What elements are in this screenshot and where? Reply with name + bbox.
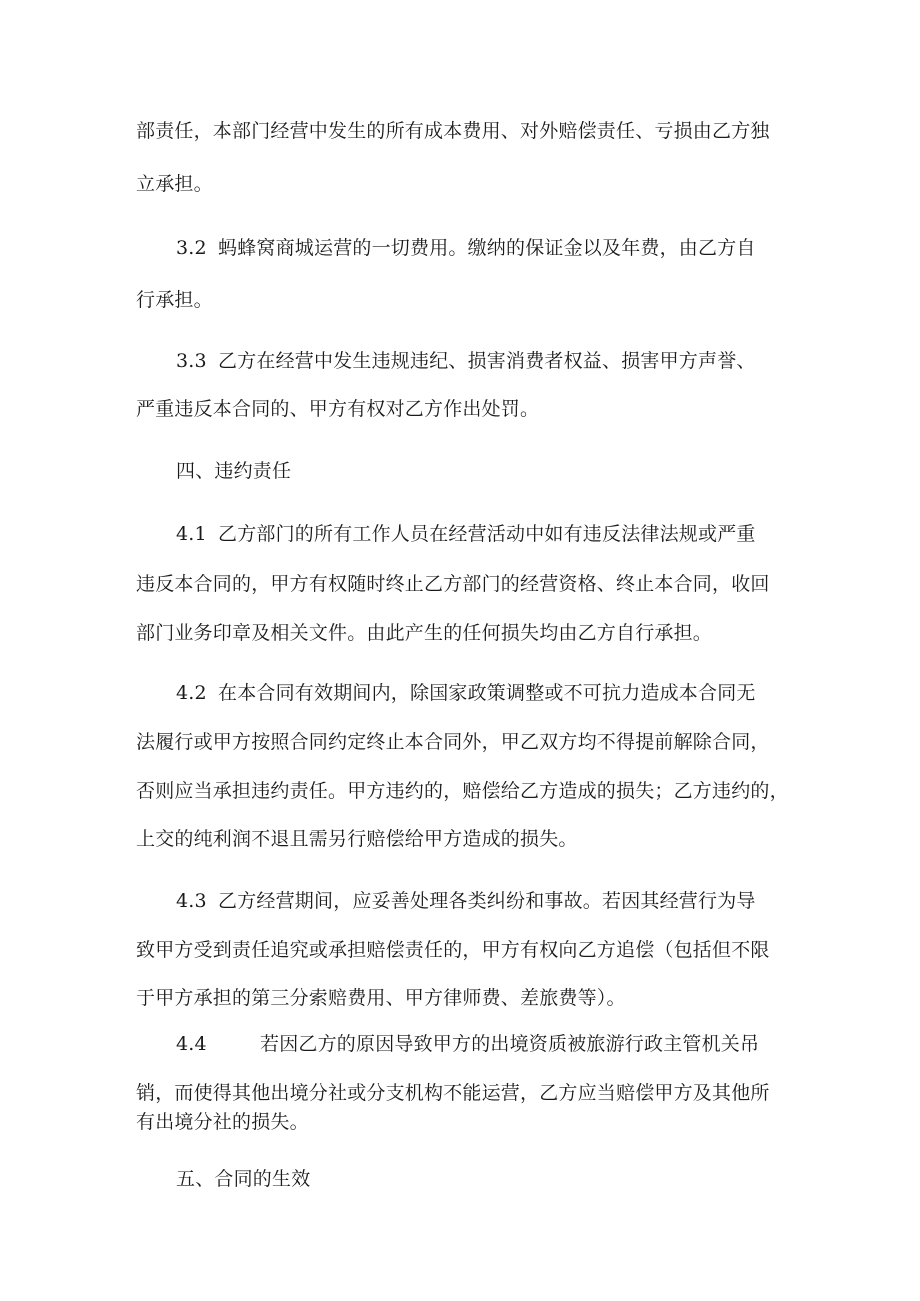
clause-number: 3.2: [176, 237, 207, 259]
paragraph-4-4-line-1: [176, 1031, 836, 1057]
clause-text: 蚂蜂窝商城运营的一切费用。缴纳的保证金以及年费，由乙方自: [218, 237, 756, 259]
paragraph-4-2-line-2: 法履行或甲方按照合同约定终止本合同外，甲乙双方均不得提前解除合同，: [136, 731, 770, 753]
paragraph-3-1-line-1: 部责任，本部门经营中发生的所有成本费用、对外赔偿责任、亏损由乙方独: [136, 120, 770, 142]
paragraph-4-3-line-1: [176, 888, 836, 914]
clause-number: 3.3: [176, 350, 207, 372]
paragraph-3-3-line-2: 严重违反本合同的、甲方有权对乙方作出处罚。: [136, 398, 540, 420]
paragraph-4-3-line-2: 致甲方受到责任追究或承担赔偿责任的，甲方有权向乙方追偿（包括但不限: [136, 939, 770, 961]
clause-number: 4.3: [176, 890, 207, 912]
clause-text: 乙方在经营中发生违规违纪、损害消费者权益、损害甲方声誉、: [218, 350, 756, 372]
clause-text: 乙方部门的所有工作人员在经营活动中如有违反法律法规或严重: [218, 523, 756, 545]
paragraph-4-1-line-3: 部门业务印章及相关文件。由此产生的任何损失均由乙方自行承担。: [136, 622, 713, 644]
paragraph-4-1-line-2: 违反本合同的，甲方有权随时终止乙方部门的经营资格、终止本合同，收回: [136, 573, 770, 595]
paragraph-4-2-line-4: 上交的纯利润不退且需另行赔偿给甲方造成的损失。: [136, 828, 578, 850]
section-heading-4: 四、违约责任: [176, 460, 292, 482]
clause-text: 乙方经营期间，应妥善处理各类纠纷和事故。若因其经营行为导: [218, 890, 756, 912]
clause-text: 若因乙方的原因导致甲方的出境资质被旅游行政主管机关吊: [260, 1033, 760, 1055]
paragraph-3-1-line-2: 立承担。: [136, 173, 213, 195]
clause-number: 4.2: [176, 682, 207, 704]
paragraph-3-3-line-1: [176, 348, 836, 374]
paragraph-3-2-line-2: 行承担。: [136, 289, 213, 311]
section-heading-5: 五、合同的生效: [176, 1168, 311, 1190]
paragraph-3-2-line-1: [176, 235, 836, 261]
clause-number: 4.4: [176, 1033, 207, 1055]
paragraph-4-2-line-3: 否则应当承担违约责任。甲方违约的，赔偿给乙方造成的损失；乙方违约的，: [136, 780, 789, 802]
paragraph-4-4-line-2: 销，而使得其他出境分社或分支机构不能运营，乙方应当赔偿甲方及其他所: [136, 1082, 770, 1104]
clause-number: 4.1: [176, 523, 207, 545]
paragraph-4-1-line-1: [176, 521, 836, 547]
clause-text: 在本合同有效期间内，除国家政策调整或不可抗力造成本合同无: [218, 682, 756, 704]
paragraph-4-3-line-3: 于甲方承担的第三分索赔费用、甲方律师费、差旅费等）。: [136, 987, 626, 1009]
paragraph-4-2-line-1: [176, 680, 836, 706]
paragraph-4-4-line-3: 有出境分社的损失。: [136, 1111, 309, 1133]
